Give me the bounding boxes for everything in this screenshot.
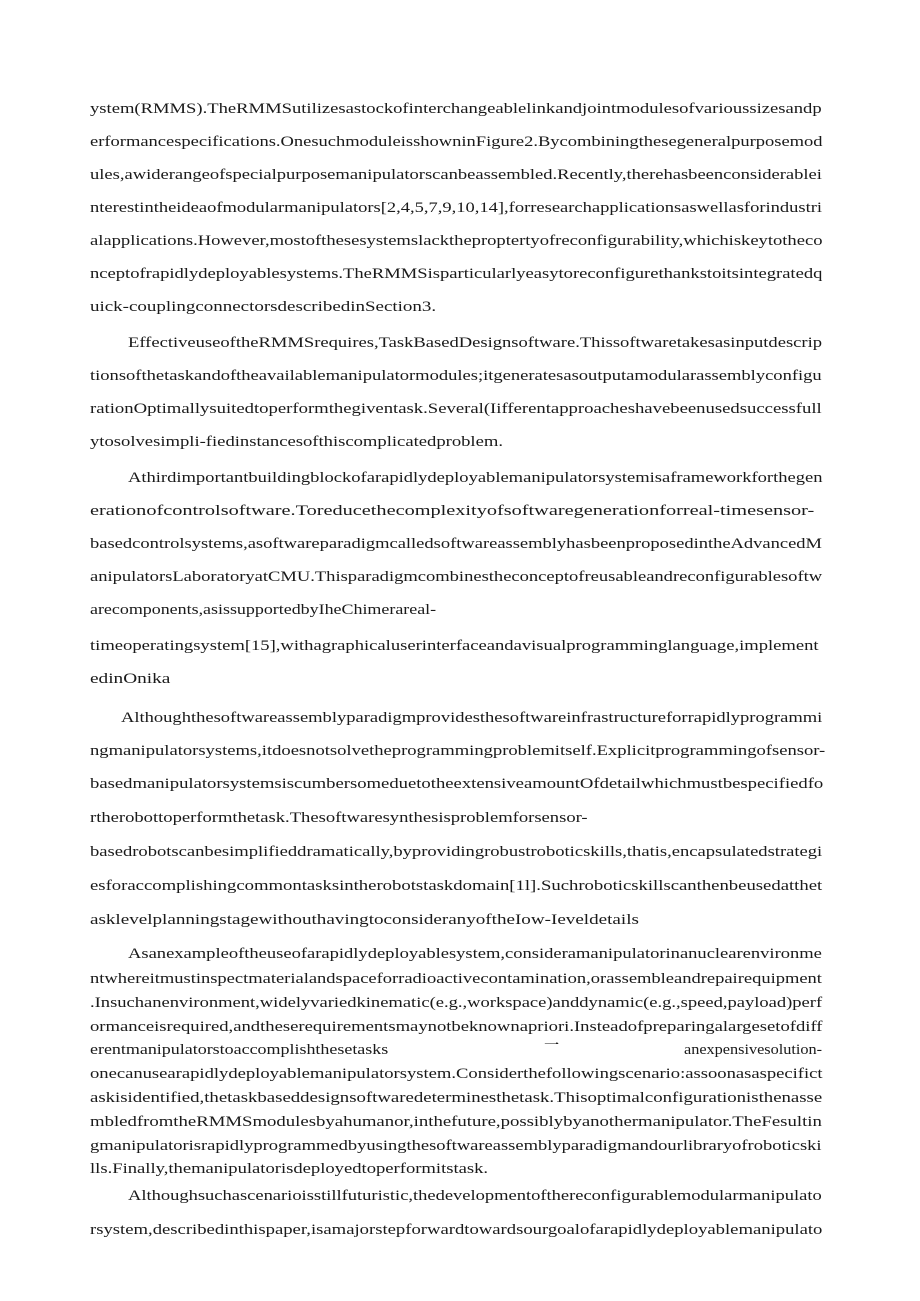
text-line: lls.Finally,themanipulatorisdeployedtoperformitstask. <box>90 1160 489 1177</box>
text-line: tionsofthetaskandoftheavailablemanipulatormodules;itgeneratesasoutputamodularassemblyconfigu <box>90 367 822 384</box>
text-line: alapplications.However,mostofthesesystemslacktheproptertyofreconfigurability,whichiskeytotheco <box>90 232 823 249</box>
text-line: nterestintheideaofmodularmanipulators[2,4,5,7,9,10,14],forresearchapplicationsaswellasforindustri <box>90 199 823 216</box>
text-line: rationOptimallysuitedtoperformthegiventask.Several(Iifferentapproacheshavebeenusedsuccessfull <box>90 400 822 417</box>
text-line: Althoughsuchascenarioisstillfuturistic,thedevelopmentofthereconfigurablemodularmanipulato <box>128 1187 822 1204</box>
text-line: erationofcontrolsoftware.Toreducethecomplexityofsoftwaregenerationforreal-timesensor- <box>90 502 815 519</box>
text-line: timeoperatingsystem[15],withagraphicaluserinterfaceandavisualprogramminglanguage,implement <box>90 637 819 654</box>
text-line: anipulatorsLaboratoryatCMU.Thisparadigmcombinestheconceptofreusableandreconfigurablesoftw <box>90 568 823 585</box>
text-line: EffectiveuseoftheRMMSrequires,TaskBasedDesignsoftware.Thissoftwaretakesasinputdescrip <box>128 334 823 351</box>
text-line: erentmanipulatorstoaccomplishthesetasks <box>90 1041 389 1058</box>
text-line: nceptofrapidlydeployablesystems.TheRMMSisparticularlyeasytoreconfigurethankstoitsintegratedq <box>90 265 823 282</box>
text-line: asklevelplanningstagewithouthavingtoconsideranyoftheIow-Ieveldetails <box>90 911 639 928</box>
text-line: Asanexampleoftheuseofarapidlydeployablesystem,consideramanipulatorinanuclearenvironme <box>128 945 822 962</box>
text-line: basedmanipulatorsystemsiscumbersomeduetotheextensiveamountOfdetailwhichmustbespecifiedfo <box>90 775 824 792</box>
text-line: rtherobottoperformthetask.Thesoftwaresynthesisproblemforsensor- <box>90 809 588 826</box>
text-line: anexpensivesolution- <box>684 1041 823 1058</box>
text-line: ngmanipulatorsystems,itdoesnotsolvetheprogrammingproblemitself.Explicitprogrammingofsensor- <box>90 742 826 759</box>
text-line: ormanceisrequired,andtheserequirementsmaynotbeknownapriori.Insteadofpreparingalargesetofdiff <box>90 1018 823 1035</box>
text-line: esforaccomplishingcommontasksintherobotstaskdomain[1l].Suchroboticskillscanthenbeusedatthet <box>90 877 823 894</box>
text-line: ytosolvesimpli-fiedinstancesofthiscomplicatedproblem. <box>90 433 504 450</box>
text-line: askisidentified,thetaskbaseddesignsoftwaredeterminesthetask.Thisoptimalconfigurationisthenasse <box>90 1089 823 1106</box>
text-line: basedrobotscanbesimplifieddramatically,byprovidingrobustroboticskills,thatis,encapsulatedstrategi <box>90 843 823 860</box>
text-line: edinOnika <box>90 670 171 687</box>
text-line: basedcontrolsystems,asoftwareparadigmcalledsoftwareassemblyhasbeenproposedintheAdvancedM <box>90 535 822 552</box>
text-line: .Insuchanenvironment,widelyvariedkinematic(e.g.,workspace)anddynamic(e.g.,speed,payload)perf <box>90 994 823 1011</box>
text-line: Althoughthesoftwareassemblyparadigmprovidesthesoftwareinfrastructureforrapidlyprogrammi <box>121 709 823 726</box>
text-line: rsystem,describedinthispaper,isamajorstepforwardtowardsourgoalofarapidlydeployablemanipulato <box>90 1221 823 1238</box>
text-line: mbledfromtheRMMSmodulesbyahumanor,inthefuture,possiblybyanothermanipulator.TheFesultin <box>90 1113 822 1130</box>
text-line: ules,awiderangeofspecialpurposemanipulatorscanbeassembled.Recently,therehasbeenconsiderablei <box>90 166 822 183</box>
text-line: ntwhereitmustinspectmaterialandspaceforradioactivecontamination,orassembleandrepairequipment <box>90 970 822 987</box>
dash-mark: 一 <box>544 1037 560 1054</box>
text-line: arecomponents,asissupportedbyIheChimerareal- <box>90 601 437 618</box>
text-line: uick-couplingconnectorsdescribedinSection3. <box>90 298 437 315</box>
text-line: Athirdimportantbuildingblockofarapidlydeployablemanipulatorsystemisaframeworkforthegen <box>128 469 823 486</box>
text-line: ystem(RMMS).TheRMMSutilizesastockofinterchangeablelinkandjointmodulesofvarioussizesandp <box>90 100 822 117</box>
text-line: erformancespecifications.OnesuchmoduleisshowninFigure2.Bycombiningthesegeneralpurposemod <box>90 133 823 150</box>
text-line: gmanipulatorisrapidlyprogrammedbyusingthesoftwareassemblyparadigmandourlibraryofroboticski <box>90 1137 822 1154</box>
text-line: onecanusearapidlydeployablemanipulatorsystem.Considerthefollowingscenario:assoonasaspecifict <box>90 1065 823 1082</box>
